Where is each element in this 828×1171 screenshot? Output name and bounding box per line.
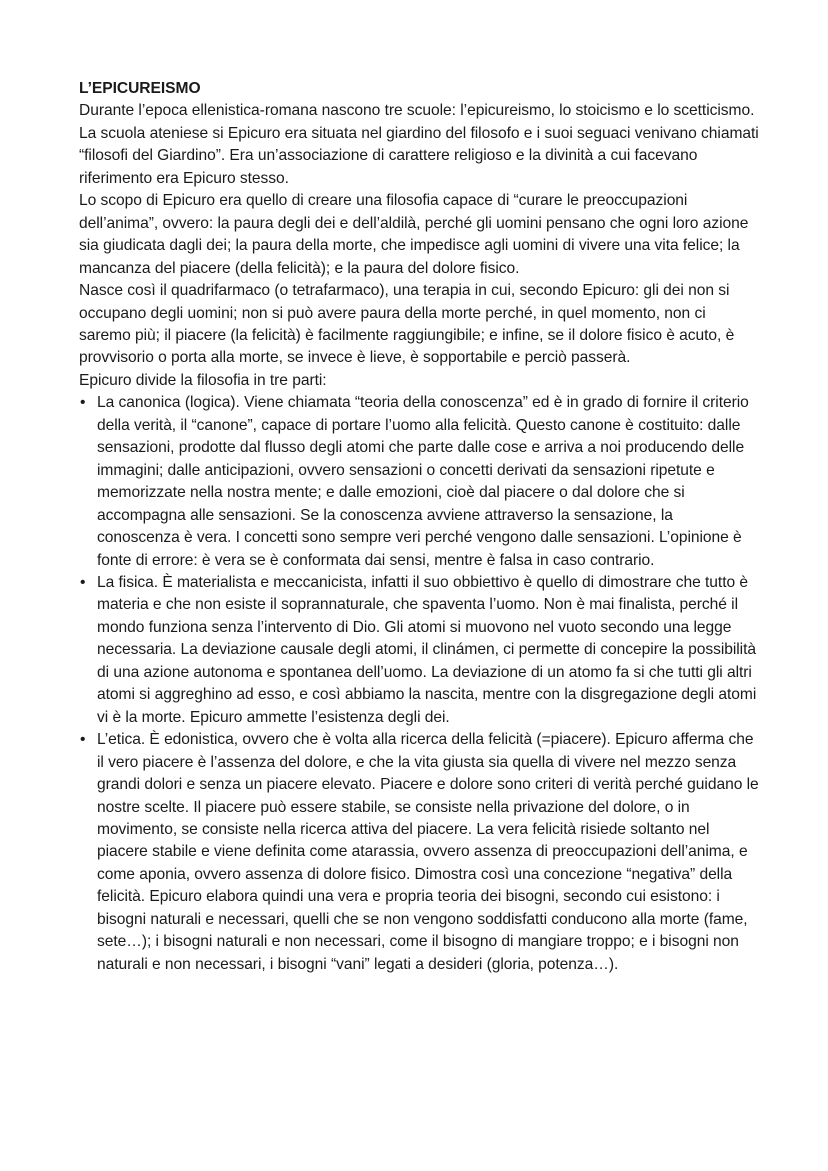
list-item-text: La fisica. È materialista e meccanicista, infatti il suo obbiettivo è quello di dimostrare che tutto è materia e che non esiste il soprannaturale, che spaventa l’uomo. Non è mai finalista, perché il mondo funziona senza l’intervento di Dio. Gli atomi si muovono nel vuoto secondo una legge necessaria. La deviazione causale degli atomi, il clinámen, ci permette di concepire la possibilità di una azione autonoma e spontanea dell’uomo. La deviazione di un atomo fa si che tutti gli altri atomi si aggreghino ad esso, e così abbiamo la nascita, mentre con la disgregazione degli atomi vi è la morte. Epicuro ammette l’esistenza degli dei. <box>97 573 757 726</box>
paragraph-school: La scuola ateniese si Epicuro era situata nel giardino del filosofo e i suoi seguaci venivano chiamati “filosofi del Giardino”. Era un’associazione di carattere religioso e la divinità a cui facevano riferimento era Epicuro stesso. <box>79 124 759 187</box>
document-title: L’EPICUREISMO <box>79 80 201 97</box>
document-page <box>79 78 759 976</box>
list-item-fisica <box>79 572 759 729</box>
paragraph-divisions-intro: Epicuro divide la filosofia in tre parti: <box>79 371 327 389</box>
paragraph-purpose: Lo scopo di Epicuro era quello di creare una filosofia capace di “curare le preoccupazioni dell’anima”, ovvero: la paura degli dei e dell’aldilà, perché gli uomini pensano che ogni loro azione sia giudicata dagli dei; la paura della morte, che impedisce agli uomini di vivere una vita felice; la mancanza del piacere (della felicità); e la paura del dolore fisico. <box>79 192 749 277</box>
bullet-icon: • <box>80 394 86 412</box>
list-item-etica <box>79 729 759 976</box>
list-item-text: La canonica (logica). Viene chiamata “teoria della conoscenza” ed è in grado di fornire il criterio della verità, il “canone”, capace di portare l’uomo alla felicità. Questo canone è costituito: dalle sensazioni, prodotte dal flusso degli atomi che parte dalle cose e arriva a noi producendo delle immagini; dalle anticipazioni, ovvero sensazioni o concetti derivati da sensazioni ripetute e memorizzate nella nostra mente; e dalle emozioni, cioè dal piacere o dal dolore che si accompagna alle sensazioni. Se la conoscenza avviene attraverso la sensazione, la conoscenza è vera. I concetti sono sempre veri perché vengono dalle sensazioni. L’opinione è fonte di errore: è vera se è conformata dai sensi, mentre è falsa in caso contrario. <box>97 394 749 569</box>
list-item-canonica <box>79 392 759 572</box>
bullet-icon: • <box>80 573 86 591</box>
paragraph-intro: Durante l’epoca ellenistica-romana nascono tre scuole: l’epicureismo, lo stoicismo e lo scetticismo. <box>79 102 755 120</box>
list-item-text: L’etica. È edonistica, ovvero che è volta alla ricerca della felicità (=piacere). Epicuro afferma che il vero piacere è l’assenza del dolore, e che la vita giusta sia quella di vivere nel mezzo senza grandi dolori e senza un piacere elevato. Piacere e dolore sono criteri di verità perché guidano le nostre scelte. Il piacere può essere stabile, se consiste nella privazione del dolore, o in movimento, se consiste nella ricerca attiva del piacere. La vera felicità risiede soltanto nel piacere stabile e viene definita come atarassia, ovvero assenza di preoccupazioni dell’anima, e come aponia, ovvero assenza di dolore fisico. Dimostra così una concezione “negativa” della felicità. Epicuro elabora quindi una vera e propria teoria dei bisogni, secondo cui esistono: i bisogni naturali e necessari, quelli che se non vengono soddisfatti conducono alla morte (fame, sete…); i bisogni naturali e non necessari, come il bisogno di mangiare troppo; e i bisogni non naturali e non necessari, i bisogni “vani” legati a desideri (gloria, potenza…). <box>97 731 759 973</box>
bullet-icon: • <box>80 731 86 749</box>
paragraph-tetrapharmakos: Nasce così il quadrifarmaco (o tetrafarmaco), una terapia in cui, secondo Epicuro: gli dei non si occupano degli uomini; non si può avere paura della morte perché, in quel momento, non ci saremo più; il piacere (la felicità) è facilmente raggiungibile; e infine, se il dolore fisico è acuto, è provvisorio o porta alla morte, se invece è lieve, è sopportabile e perciò passerà. <box>79 282 735 367</box>
philosophy-parts-list <box>79 392 759 976</box>
